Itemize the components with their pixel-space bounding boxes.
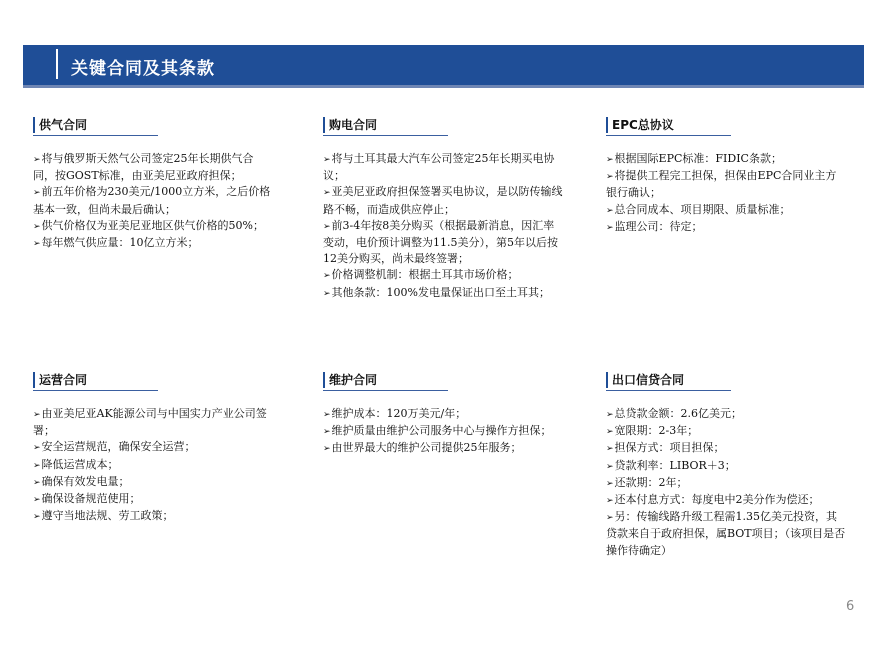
list-item: ➢监理公司：待定； [606,219,703,233]
list-item: ➢降低运营成本； [33,457,119,471]
section-marker [606,117,608,133]
bullet-arrow-icon: ➢ [33,477,41,488]
section-items [606,406,846,559]
bullet-arrow-icon: ➢ [323,410,331,420]
section-marker [606,372,608,388]
list-item: ➢根据国际EPC标准：FIDIC条款； [606,152,782,165]
section-epc-agreement [606,115,846,236]
list-item: ➢将与土耳其最大汽车公司签定25年长期买电协议； [323,152,555,183]
section-operation [33,370,273,525]
bullet-arrow-icon: ➢ [33,221,41,232]
bullet-arrow-icon: ➢ [606,205,614,216]
bullet-arrow-icon: ➢ [33,239,41,250]
bullet-arrow-icon: ➢ [606,172,614,183]
bullet-arrow-icon: ➢ [606,444,614,455]
section-underline [323,135,448,136]
list-item: ➢安全运营规范，确保安全运营； [33,440,196,454]
bullet-arrow-icon: ➢ [606,410,614,420]
list-item: ➢确保设备规范使用； [33,492,141,506]
bullet-arrow-icon: ➢ [606,513,614,524]
section-header [323,370,448,390]
section-underline [33,135,158,136]
section-power-purchase [323,115,563,302]
bullet-arrow-icon: ➢ [33,512,41,523]
list-item: ➢总贷款金额：2.6亿美元； [606,407,743,420]
bullet-arrow-icon: ➢ [33,188,41,199]
section-underline [606,135,731,136]
list-item: ➢价格调整机制：根据土耳其市场价格； [323,268,519,282]
bullet-arrow-icon: ➢ [606,496,614,507]
section-maintenance [323,370,563,458]
list-item: ➢另：传输线路升级工程需1.35亿美元投资，其贷款来自于政府担保，属BOT项目；（该项目是否操作待确定） [606,510,846,557]
bullet-arrow-icon: ➢ [606,478,614,489]
section-marker [33,117,35,133]
section-title: 运营合同 [39,373,88,387]
list-item: ➢维护成本：120万美元/年； [323,407,467,420]
section-gas-supply [33,115,273,252]
bullet-arrow-icon: ➢ [323,155,331,165]
page-title: 关键合同及其条款 [71,59,215,79]
section-header [606,370,731,390]
list-item: ➢前五年价格为230美元/1000立方米，之后价格基本一致，但尚未最后确认； [33,185,271,216]
bullet-arrow-icon: ➢ [33,155,41,165]
section-items [606,151,846,236]
bullet-arrow-icon: ➢ [323,221,331,232]
list-item: ➢宽限期：2-3年； [606,424,699,438]
list-item: ➢遵守当地法规、劳工政策； [33,509,174,523]
section-header [606,115,731,135]
section-title: EPC总协议 [612,118,674,132]
list-item: ➢还本付息方式：每度电中2美分作为偿还； [606,493,820,507]
bullet-arrow-icon: ➢ [606,427,614,438]
section-underline [323,390,448,391]
list-item: ➢由亚美尼亚AK能源公司与中国实力产业公司签署； [33,407,267,438]
bullet-arrow-icon: ➢ [33,460,41,471]
list-item: ➢将与俄罗斯天然气公司签定25年长期供气合同，按GOST标准，由亚美尼亚政府担保； [33,152,254,183]
list-item: ➢维护质量由维护公司服务中心与操作方担保； [323,424,552,438]
list-item: ➢总合同成本、项目期限、质量标准； [606,202,791,216]
section-items [33,406,273,525]
bullet-arrow-icon: ➢ [323,271,331,282]
title-accent-mark [56,49,58,79]
section-marker [323,372,325,388]
section-items [323,151,563,302]
section-title: 供气合同 [39,118,88,132]
section-underline [33,390,158,391]
section-title: 维护合同 [329,373,378,387]
bullet-arrow-icon: ➢ [323,427,331,438]
section-header [33,115,158,135]
bullet-arrow-icon: ➢ [323,444,331,455]
bullet-arrow-icon: ➢ [323,188,331,199]
section-items [323,406,563,458]
section-header [33,370,158,390]
list-item: ➢担保方式：项目担保； [606,441,725,455]
section-export-credit [606,370,846,559]
section-underline [606,390,731,391]
list-item: ➢前3-4年按8美分购买（根据最新消息，因汇率变动，电价预计调整为11.5美分），第5年以后按12美分购买，尚未最终签署； [323,218,558,266]
list-item: ➢供气价格仅为亚美尼亚地区供气价格的50%； [33,218,264,232]
bullet-arrow-icon: ➢ [323,288,331,299]
section-items [33,151,273,252]
bullet-arrow-icon: ➢ [33,495,41,506]
bullet-arrow-icon: ➢ [606,155,614,165]
list-item: ➢其他条款：100%发电量保证出口至土耳其； [323,285,550,299]
section-marker [323,117,325,133]
list-item: ➢还款期：2年； [606,475,688,489]
bullet-arrow-icon: ➢ [33,443,41,454]
section-title: 购电合同 [329,118,378,132]
list-item: ➢贷款利率：LIBOR＋3； [606,458,736,472]
bullet-arrow-icon: ➢ [606,461,614,472]
list-item: ➢将提供工程完工担保，担保由EPC合同业主方银行确认； [606,169,837,200]
list-item: ➢亚美尼亚政府担保签署买电协议，是以防传输线路不畅，而造成供应停止； [323,185,563,216]
section-header [323,115,448,135]
list-item: ➢由世界最大的维护公司提供25年服务； [323,441,522,455]
title-banner [23,45,864,88]
list-item: ➢确保有效发电量； [33,474,130,488]
bullet-arrow-icon: ➢ [33,410,41,420]
section-marker [33,372,35,388]
section-title: 出口信贷合同 [612,373,685,387]
list-item: ➢每年燃气供应量：10亿立方米； [33,236,199,250]
page-number: 6 [846,599,855,614]
bullet-arrow-icon: ➢ [606,222,614,233]
